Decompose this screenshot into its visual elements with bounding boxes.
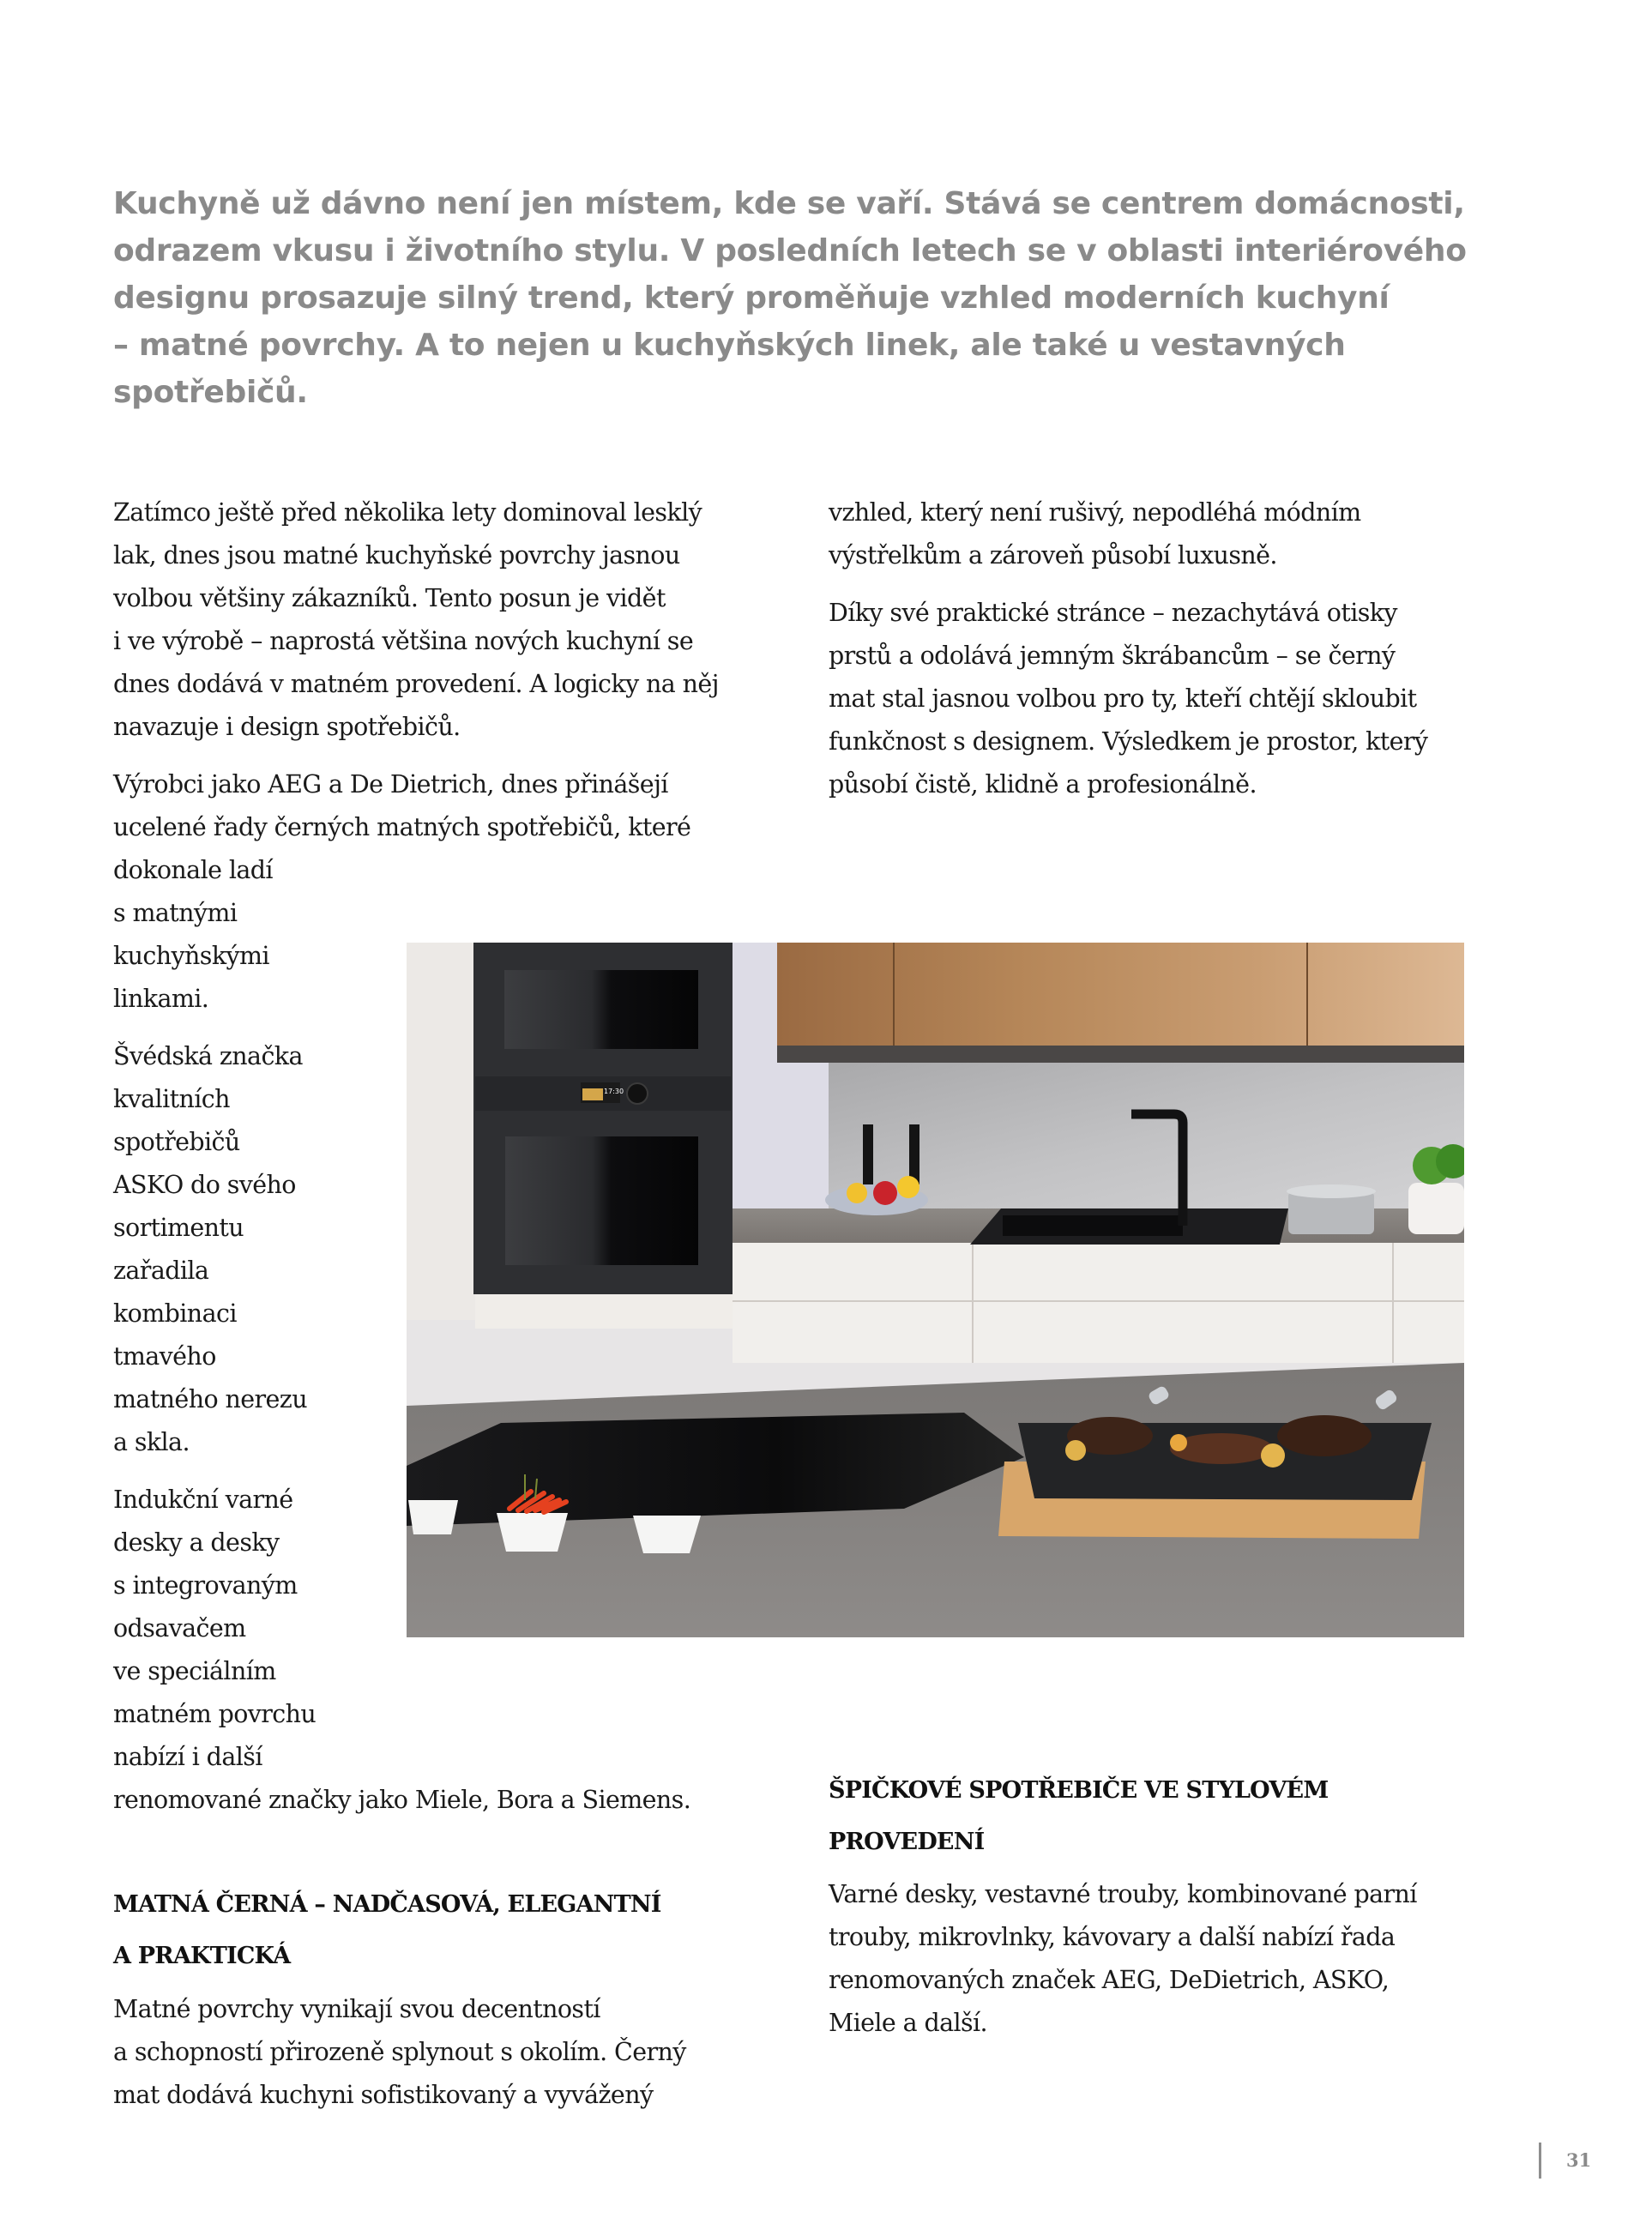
text-line: sortimentu xyxy=(113,1214,244,1242)
matte-black-body xyxy=(113,1988,686,2117)
text-line: kvalitních xyxy=(113,1085,230,1113)
intro-line: Kuchyně už dávno není jen místem, kde se vaří. Stává se centrem domácnosti, xyxy=(113,186,1465,221)
text-line: matném povrchu xyxy=(113,1700,317,1728)
text-line: výstřelkům a zároveň působí luxusně. xyxy=(829,541,1277,570)
text-line: ucelené řady černých matných spotřebičů, které xyxy=(113,813,691,841)
text-line: kombinaci xyxy=(113,1299,237,1328)
text-line: s matnými xyxy=(113,899,238,927)
body-paragraph xyxy=(113,491,719,749)
oven-display-time: 17:30 xyxy=(604,1088,624,1095)
body-paragraph xyxy=(829,592,1427,806)
bowl xyxy=(408,1500,458,1534)
text-line: a skla. xyxy=(113,1428,190,1456)
text-line: i ve výrobě – naprostá většina nových kuchyní se xyxy=(113,627,694,655)
text-line: Indukční varné xyxy=(113,1486,293,1514)
text-line: s integrovaným xyxy=(113,1571,298,1600)
heading-line: ŠPIČKOVÉ SPOTŘEBIČE VE STYLOVÉM xyxy=(829,1777,1329,1804)
text-line: funkčnost s designem. Výsledkem je prostor, který xyxy=(829,727,1428,756)
text-line: odsavačem xyxy=(113,1614,246,1642)
text-line: matného nerezu xyxy=(113,1385,307,1413)
text-line: linkami. xyxy=(113,985,209,1013)
text-line: ASKO do svého xyxy=(113,1171,296,1199)
bowl xyxy=(633,1516,701,1553)
section-heading-matte-black xyxy=(113,1879,661,1982)
text-line: mat stal jasnou volbou pro ty, kteří chtějí skloubit xyxy=(829,684,1417,713)
text-line: desky a desky xyxy=(113,1528,280,1557)
text-line: Výrobci jako AEG a De Dietrich, dnes přinášejí xyxy=(113,770,668,799)
intro-line: spotřebičů. xyxy=(113,375,308,410)
page-number-divider xyxy=(1539,2143,1541,2179)
text-line: nabízí i další xyxy=(113,1743,262,1771)
body-paragraph xyxy=(829,491,1427,577)
top-appliances-body xyxy=(829,1873,1417,2045)
text-line: vzhled, který není rušivý, nepodléhá módním xyxy=(829,498,1361,527)
heading-line: A PRAKTICKÁ xyxy=(113,1943,291,1969)
text-line: Zatímco ještě před několika lety dominoval lesklý xyxy=(113,498,702,527)
text-line: Matné povrchy vynikají svou decentností xyxy=(113,1995,600,2023)
right-column xyxy=(829,491,1427,821)
text-line: spotřebičů xyxy=(113,1128,240,1156)
text-line: kuchyňskými xyxy=(113,942,269,970)
text-line: působí čistě, klidně a profesionálně. xyxy=(829,770,1257,799)
text-line: dnes dodává v matném provedení. A logicky na něj xyxy=(113,670,719,698)
page-number: 31 xyxy=(1566,2149,1592,2171)
heading-line: MATNÁ ČERNÁ – NADČASOVÁ, ELEGANTNÍ xyxy=(113,1891,661,1918)
text-line: renomovaných značek AEG, DeDietrich, ASKO, xyxy=(829,1966,1390,1994)
text-line: renomované značky jako Miele, Bora a Siemens. xyxy=(113,1786,691,1814)
intro-line: – matné povrchy. A to nejen u kuchyňských linek, ale také u vestavných xyxy=(113,328,1346,363)
text-line: a schopností přirozeně splynout s okolím. Černý xyxy=(113,2038,686,2066)
text-line: navazuje i design spotřebičů. xyxy=(113,713,461,741)
text-line: Švédská značka xyxy=(113,1042,303,1070)
text-line: Miele a další. xyxy=(829,2009,988,2037)
text-line: Varné desky, vestavné trouby, kombinované parní xyxy=(829,1880,1417,1908)
text-line: zařadila xyxy=(113,1257,209,1285)
kitchen-photo xyxy=(407,943,1464,1637)
upper-cabinets xyxy=(777,943,1464,1046)
text-line: ve speciálním xyxy=(113,1657,276,1685)
intro-line: designu prosazuje silný trend, který proměňuje vzhled moderních kuchyní xyxy=(113,280,1390,316)
section-heading-top-appliances xyxy=(829,1765,1328,1868)
intro-lead-paragraph xyxy=(113,180,1520,416)
intro-line: odrazem vkusu i životního stylu. V posledních letech se v oblasti interiérového xyxy=(113,233,1467,268)
heading-line: PROVEDENÍ xyxy=(829,1829,985,1855)
text-line: prstů a odolává jemným škrábancům – se černý xyxy=(829,642,1396,670)
text-line: dokonale ladí xyxy=(113,856,273,884)
bowl xyxy=(497,1513,568,1552)
text-line: volbou většiny zákazníků. Tento posun je vidět xyxy=(113,584,666,612)
text-line: Díky své praktické stránce – nezachytává otisky xyxy=(829,599,1397,627)
text-line: trouby, mikrovlnky, kávovary a další nabízí řada xyxy=(829,1923,1396,1951)
text-line: tmavého xyxy=(113,1342,216,1371)
text-line: lak, dnes jsou matné kuchyňské povrchy jasnou xyxy=(113,541,680,570)
text-line: mat dodává kuchyni sofistikovaný a vyvážený xyxy=(113,2081,654,2109)
